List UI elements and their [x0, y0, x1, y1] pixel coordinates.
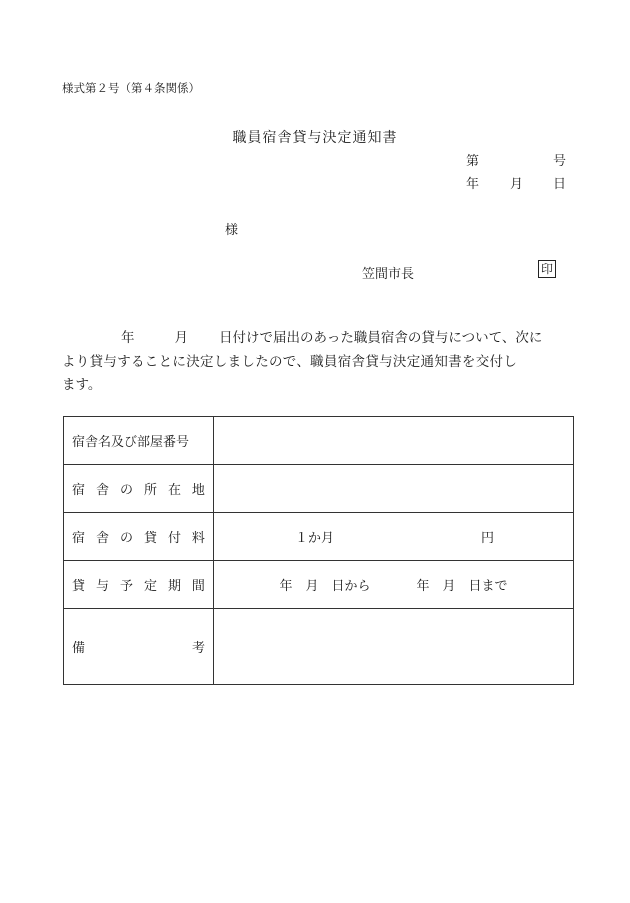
number-suffix: 号: [553, 154, 567, 169]
period-to: 年 月 日まで: [416, 579, 508, 594]
label-char: 予: [119, 579, 133, 594]
label-char: 間: [191, 579, 205, 594]
label-char: 付: [167, 531, 181, 546]
label-char: の: [119, 531, 133, 546]
body-line-2: より貸与することに決定しましたので、職員宿舎貸与決定通知書を交付し: [62, 353, 518, 370]
label-char: 地: [191, 483, 205, 498]
table-row-rent: [64, 513, 574, 561]
form-label: 様式第２号（第４条関係）: [62, 81, 200, 95]
table-row-period: [64, 561, 574, 609]
label-remarks: [64, 609, 214, 685]
label-char: の: [119, 483, 133, 498]
label-char: 期: [167, 579, 181, 594]
label-location: [64, 465, 214, 513]
label-char: 料: [191, 531, 205, 546]
value-room-name[interactable]: [214, 417, 574, 465]
table-row-remarks: [64, 609, 574, 685]
body-line-1-rest: 日付けで届出のあった職員宿舎の貸与について、次に: [219, 330, 543, 346]
label-char: 与: [95, 579, 109, 594]
date-month-label: 月: [510, 177, 524, 192]
label-char: 所: [143, 483, 157, 498]
date-year-label: 年: [466, 177, 480, 192]
number-prefix: 第: [466, 154, 480, 169]
issuer-name: 笠間市長: [362, 267, 415, 282]
date-day-label: 日: [553, 177, 567, 192]
label-char: 舎: [95, 531, 109, 546]
label-room-name: [64, 417, 214, 465]
rent-per-month: １か月: [295, 531, 335, 546]
body-line-1: [62, 327, 578, 351]
rent-yen: 円: [481, 531, 495, 546]
notice-body: [62, 327, 578, 398]
body-year: 年: [121, 330, 135, 346]
table-row-room: [64, 417, 574, 465]
body-line-3: ます。: [62, 377, 102, 393]
value-location[interactable]: [214, 465, 574, 513]
label-period: [64, 561, 214, 609]
label-char: 貸: [72, 579, 86, 594]
value-remarks[interactable]: [214, 609, 574, 685]
seal-mark: 印: [538, 260, 556, 278]
table-row-location: [64, 465, 574, 513]
label-char: 考: [191, 641, 205, 656]
value-period[interactable]: [214, 561, 574, 609]
value-rent[interactable]: [214, 513, 574, 561]
label-char: 備: [72, 641, 86, 656]
addressee-suffix: 様: [225, 223, 239, 238]
label-char: 在: [167, 483, 181, 498]
label-char: 貸: [143, 531, 157, 546]
label-char: 宿: [72, 531, 86, 546]
label-rent: [64, 513, 214, 561]
body-month: 月: [174, 330, 188, 346]
label-char: 舎: [95, 483, 109, 498]
dormitory-info-table: [63, 416, 574, 685]
label-room-name-text: 宿舎名及び部屋番号: [72, 435, 190, 450]
period-from: 年 月 日から: [279, 579, 371, 594]
label-char: 定: [143, 579, 157, 594]
document-title: 職員宿舎貸与決定通知書: [232, 130, 398, 146]
label-char: 宿: [72, 483, 86, 498]
